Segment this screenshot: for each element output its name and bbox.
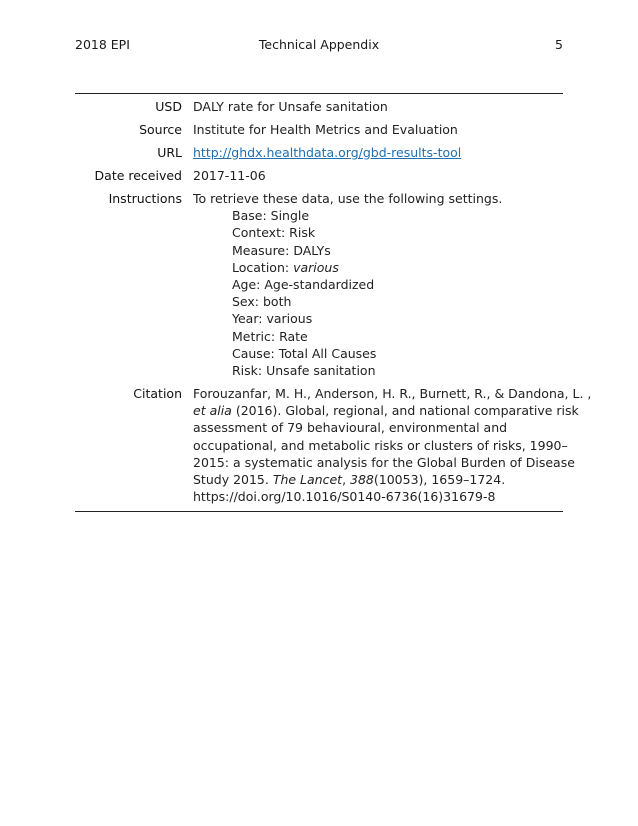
- page-header: [75, 37, 563, 55]
- setting-value: Unsafe sanitation: [266, 363, 376, 379]
- setting-value: Age-standardized: [264, 277, 375, 293]
- setting-value: Total All Causes: [278, 345, 377, 361]
- setting-item: [232, 345, 563, 362]
- setting-key: Cause:: [232, 345, 275, 361]
- report-name: 2018 EPI: [75, 37, 130, 52]
- page-number: 5: [555, 37, 563, 52]
- setting-value: various: [266, 311, 313, 327]
- setting-item: [232, 328, 563, 345]
- setting-key: Year:: [232, 311, 263, 327]
- citation-line: occupational, and metabolic risks or clusters of risks, 1990–: [193, 437, 568, 453]
- row-url: [75, 144, 563, 161]
- settings-list: [193, 207, 563, 379]
- row-date-received: [75, 167, 563, 184]
- date-received-value: 2017-11-06: [193, 168, 266, 183]
- source-label: Source: [139, 122, 182, 137]
- setting-key: Metric:: [232, 328, 276, 344]
- usd-label: USD: [155, 99, 182, 114]
- citation-line: [193, 402, 591, 419]
- setting-item: [232, 242, 563, 259]
- citation-line: [193, 471, 591, 488]
- section-title: Technical Appendix: [258, 37, 380, 52]
- instructions-intro: To retrieve these data, use the following settings.: [193, 191, 503, 206]
- usd-value: DALY rate for Unsafe sanitation: [193, 99, 388, 114]
- source-value: Institute for Health Metrics and Evaluation: [193, 122, 458, 137]
- citation-volume: 388: [350, 472, 374, 488]
- citation-journal: The Lancet: [272, 472, 343, 488]
- citation-et-alia: et alia: [193, 403, 232, 419]
- setting-item: [232, 293, 563, 310]
- metadata-table: [75, 93, 592, 512]
- setting-value: Risk: [289, 225, 316, 241]
- url-label: URL: [157, 145, 182, 160]
- setting-key: Base:: [232, 208, 267, 224]
- citation-sep: ,: [342, 472, 351, 488]
- source-url-link[interactable]: http://ghdx.healthdata.org/gbd-results-tool: [193, 145, 462, 160]
- setting-key: Context:: [232, 225, 286, 241]
- setting-key: Risk:: [232, 363, 263, 379]
- setting-item: [232, 224, 563, 241]
- setting-item: [232, 276, 563, 293]
- date-received-label: Date received: [94, 168, 182, 183]
- citation-line: Forouzanfar, M. H., Anderson, H. R., Burnett, R., & Dandona, L. ,: [193, 386, 592, 402]
- citation-doi: https://doi.org/10.1016/S0140-6736(16)31679-8: [193, 489, 496, 505]
- setting-key: Age:: [232, 277, 261, 293]
- setting-value: DALYs: [293, 242, 331, 258]
- citation-text: [182, 385, 591, 505]
- row-source: [75, 121, 563, 138]
- setting-value: Single: [270, 208, 310, 224]
- citation-line-rest: (2016). Global, regional, and national comparative risk: [231, 403, 579, 419]
- setting-value: both: [263, 294, 292, 310]
- setting-item: [232, 310, 563, 327]
- citation-pages: (10053), 1659–1724.: [373, 472, 506, 488]
- setting-item: [232, 207, 563, 224]
- setting-value: various: [293, 259, 339, 275]
- row-usd: [75, 98, 563, 115]
- setting-item: [232, 362, 563, 379]
- setting-key: Measure:: [232, 242, 290, 258]
- row-citation: [75, 385, 592, 505]
- setting-key: Location:: [232, 259, 290, 275]
- setting-value: Rate: [279, 328, 308, 344]
- citation-label: Citation: [133, 386, 182, 402]
- setting-key: Sex:: [232, 294, 260, 310]
- citation-study: Study 2015.: [193, 472, 273, 488]
- setting-item: [232, 259, 563, 276]
- instructions-label: Instructions: [108, 191, 182, 206]
- citation-line: 2015: a systematic analysis for the Global Burden of Disease: [193, 454, 575, 470]
- citation-line: assessment of 79 behavioural, environmental and: [193, 420, 508, 436]
- row-instructions: [75, 190, 563, 379]
